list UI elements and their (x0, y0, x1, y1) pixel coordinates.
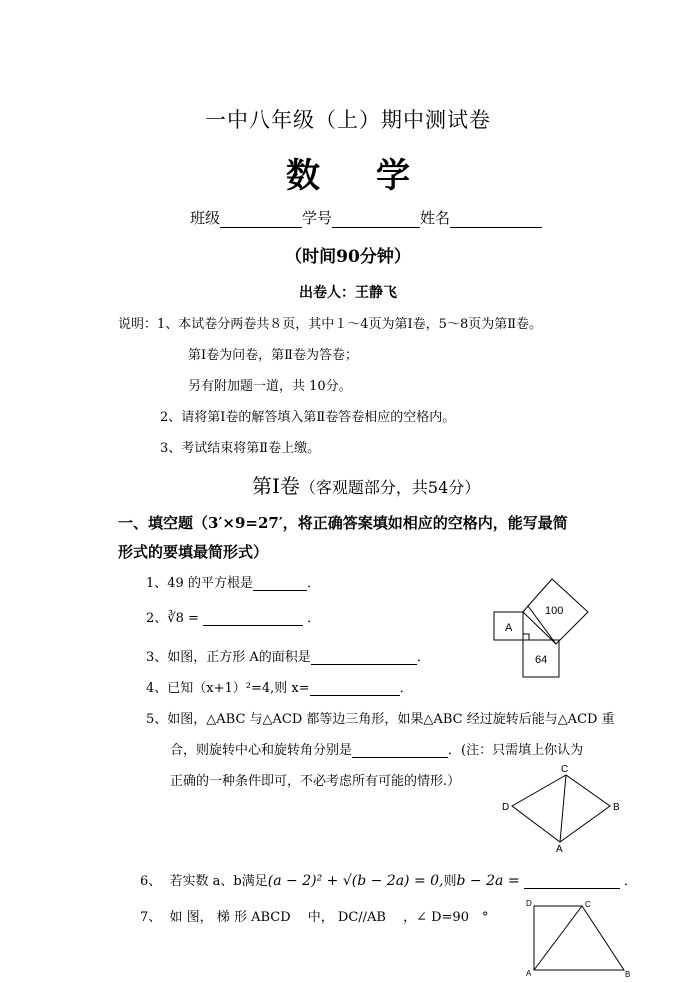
q1-number: 1、 (146, 576, 168, 591)
triangle-edge-2 (523, 606, 528, 612)
volume-title-main: 第Ⅰ卷 (252, 474, 300, 498)
vertex-a: A (556, 844, 563, 854)
part1-heading-line1: 一、填空题（3′×9=27′，将正确答案填如相应的空格内，能写最简 (118, 514, 568, 532)
q7-text: 如 图， 梯 形 ABCD 中， DC//AB ，∠ D=90 ° (169, 910, 489, 925)
author: 出卷人：王静飞 (299, 285, 397, 301)
q6-number: 6、 (140, 874, 162, 889)
q6-math: (a − 2)² + √(b − 2a) = 0, (267, 873, 444, 889)
number-blank[interactable] (332, 213, 420, 228)
q6-expr: b − 2a = (456, 873, 520, 889)
note-3: 3、考试结束将第Ⅱ卷上缴。 (160, 441, 321, 456)
volume-title-sub: （客观题部分，共54分） (299, 478, 481, 497)
label-100: 100 (545, 605, 564, 617)
label-64: 64 (535, 654, 548, 666)
vertex-d: D (526, 899, 532, 908)
question-5 (146, 708, 615, 727)
q5-line2a: 合，则旋转中心和旋转角分别是 (170, 743, 353, 758)
q4-answer-blank[interactable] (310, 681, 400, 696)
rhombus-figure (498, 762, 626, 854)
q5-line1: 如图，△ABC 与△ACD 都等边三角形，如果△ABC 经过旋转后能与△ACD 重 (167, 712, 615, 727)
trapezoid-figure (520, 896, 640, 980)
question-6: 6、 若实数 a、b满足(a − 2)² + √(b − 2a) = 0,则b − 2a = ． (140, 873, 637, 889)
subject-char-1: 数 (286, 156, 320, 196)
vertex-d: D (502, 802, 510, 813)
q3-text: 如图，正方形 A的面积是 (167, 650, 311, 665)
squares-figure (490, 572, 590, 682)
right-angle-mark (523, 634, 529, 640)
q3-number: 3、 (146, 650, 168, 665)
question-4: 4、已知（x+1）²=4,则 x= ． (146, 681, 413, 696)
q6-pre: 若实数 a、b满足 (169, 874, 268, 889)
q5-number: 5、 (146, 712, 168, 727)
volume-title (252, 470, 480, 499)
subject-char-2: 学 (376, 156, 410, 196)
page-title: 一中八年级（上）期中测试卷 (205, 108, 491, 132)
note-1: 说明：1、本试卷分两卷共８页，其中１～4页为第Ⅰ卷，5～8页为第Ⅱ卷。 (118, 317, 543, 332)
q3-answer-blank[interactable] (311, 650, 417, 665)
name-blank[interactable] (450, 213, 542, 228)
note-2: 2、请将第Ⅰ卷的解答填入第Ⅱ卷答卷相应的空格内。 (160, 410, 456, 425)
q2-number: 2、 (146, 611, 168, 626)
vertex-c: C (561, 764, 569, 775)
vertex-c: C (585, 900, 591, 909)
subject-title (0, 148, 696, 197)
part1-heading-line2: 形式的要填最简形式） (118, 543, 269, 561)
question-1: 1、49 的平方根是 ． (146, 576, 320, 591)
q6-answer-blank[interactable] (524, 874, 620, 889)
class-label: 班级 (190, 209, 221, 227)
vertex-a: A (526, 969, 532, 978)
q5-line2b: ．(注：只需填上你认为 (448, 743, 584, 758)
time-limit: （时间90分钟） (285, 247, 411, 267)
q2-answer-blank[interactable] (203, 611, 303, 626)
name-label: 姓名 (420, 209, 451, 227)
diagonal-ac (534, 906, 582, 970)
trapezoid-outline (534, 906, 624, 970)
q1-text: 49 的平方根是 (167, 576, 253, 591)
q6-post: 则 (443, 874, 457, 889)
number-label: 学号 (302, 209, 333, 227)
q2-math: ∛8 = (167, 611, 199, 626)
note-1b: 第Ⅰ卷为问卷，第Ⅱ卷为答卷； (188, 348, 358, 363)
label-a: A (505, 622, 513, 634)
q1-answer-blank[interactable] (253, 576, 307, 591)
question-3: 3、如图，正方形 A的面积是 ． (146, 650, 430, 665)
question-7 (140, 906, 488, 925)
q7-number: 7、 (140, 910, 162, 925)
diagonal-ac (560, 775, 566, 842)
q4-text: 已知（x+1）²=4,则 x= (167, 681, 310, 696)
q4-number: 4、 (146, 681, 168, 696)
question-5-line2 (170, 739, 583, 758)
question-2: 2、∛8 = ． (146, 611, 321, 626)
class-blank[interactable] (220, 213, 302, 228)
student-info-line (190, 207, 542, 228)
question-5-line3: 正确的一种条件即可，不必考虑所有可能的情形.） (170, 774, 461, 789)
vertex-b: B (613, 802, 620, 813)
note-1c: 另有附加题一道，共 10分。 (188, 379, 352, 394)
q5-answer-blank[interactable] (352, 743, 448, 758)
vertex-b: B (625, 970, 631, 979)
